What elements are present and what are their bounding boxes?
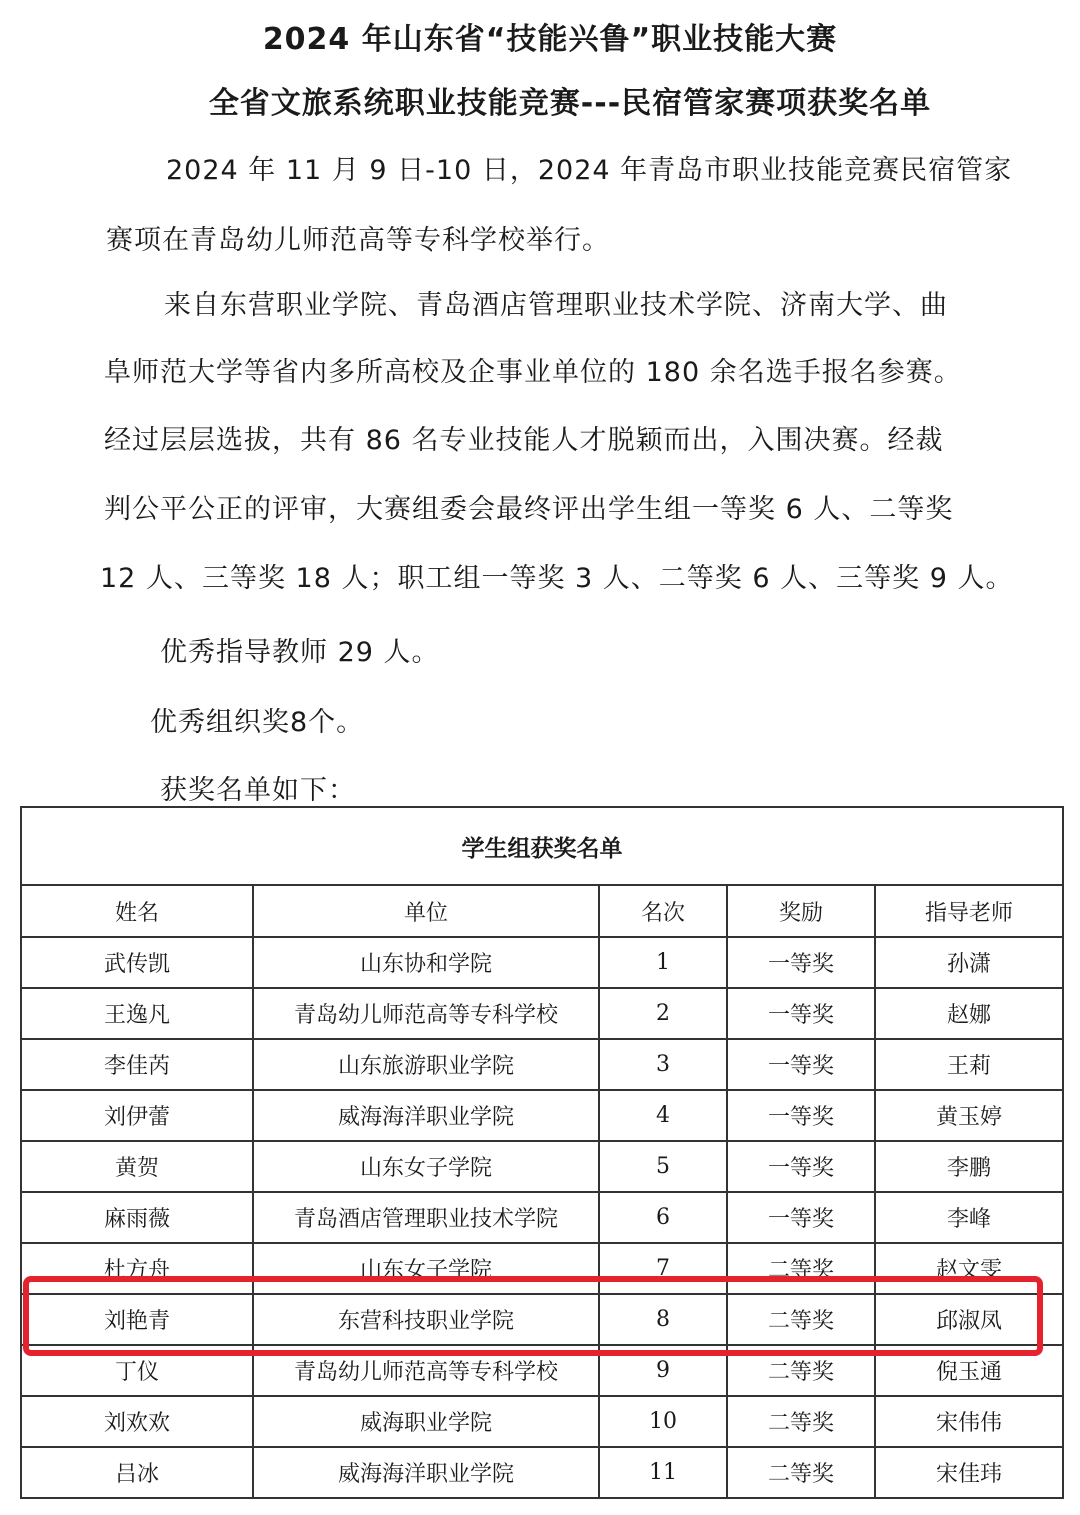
cell-instructor: 李鹏	[875, 1141, 1063, 1192]
table-caption-row	[21, 807, 1063, 885]
paragraph-line: 获奖名单如下：	[160, 775, 356, 806]
table-row	[21, 1345, 1063, 1396]
cell-instructor: 倪玉通	[875, 1345, 1063, 1396]
paragraph-line: 12 人、三等奖 18 人；职工组一等奖 3 人、二等奖 6 人、三等奖 9 人。	[100, 563, 1014, 594]
cell-name: 吕冰	[21, 1447, 253, 1498]
cell-unit: 威海职业学院	[253, 1396, 599, 1447]
cell-name: 刘伊蕾	[21, 1090, 253, 1141]
cell-rank: 3	[599, 1039, 727, 1090]
column-header-rank: 名次	[599, 885, 727, 937]
cell-instructor: 宋伟伟	[875, 1396, 1063, 1447]
table-row	[21, 1243, 1063, 1294]
cell-unit: 青岛幼儿师范高等专科学校	[253, 1345, 599, 1396]
cell-instructor: 宋佳玮	[875, 1447, 1063, 1498]
awards-table-container	[20, 806, 1062, 1496]
paragraph-line: 优秀组织奖8个。	[150, 707, 365, 738]
cell-unit: 山东女子学院	[253, 1243, 599, 1294]
cell-rank: 8	[599, 1294, 727, 1345]
cell-rank: 6	[599, 1192, 727, 1243]
cell-award: 二等奖	[727, 1447, 875, 1498]
paragraph-line: 赛项在青岛幼儿师范高等专科学校举行。	[106, 225, 610, 256]
cell-unit: 山东女子学院	[253, 1141, 599, 1192]
paragraph-line: 优秀指导教师 29 人。	[160, 637, 440, 668]
cell-award: 一等奖	[727, 1090, 875, 1141]
cell-award: 二等奖	[727, 1396, 875, 1447]
document-title-line2: 全省文旅系统职业技能竞赛---民宿管家赛项获奖名单	[208, 86, 932, 121]
cell-rank: 5	[599, 1141, 727, 1192]
column-header-award: 奖励	[727, 885, 875, 937]
column-header-name: 姓名	[21, 885, 253, 937]
table-caption: 学生组获奖名单	[21, 807, 1063, 885]
table-row	[21, 1396, 1063, 1447]
table-row	[21, 1192, 1063, 1243]
table-row	[21, 1294, 1063, 1345]
awards-table	[20, 806, 1064, 1499]
cell-rank: 10	[599, 1396, 727, 1447]
cell-name: 麻雨薇	[21, 1192, 253, 1243]
cell-rank: 4	[599, 1090, 727, 1141]
cell-name: 杜方舟	[21, 1243, 253, 1294]
cell-award: 一等奖	[727, 1039, 875, 1090]
cell-unit: 东营科技职业学院	[253, 1294, 599, 1345]
table-row	[21, 988, 1063, 1039]
cell-instructor: 黄玉婷	[875, 1090, 1063, 1141]
cell-unit: 山东旅游职业学院	[253, 1039, 599, 1090]
cell-unit: 威海海洋职业学院	[253, 1090, 599, 1141]
cell-name: 刘欢欢	[21, 1396, 253, 1447]
document-title-line1: 2024 年山东省“技能兴鲁”职业技能大赛	[262, 22, 838, 57]
cell-unit: 青岛幼儿师范高等专科学校	[253, 988, 599, 1039]
cell-award: 一等奖	[727, 988, 875, 1039]
cell-instructor: 孙潇	[875, 937, 1063, 988]
cell-unit: 山东协和学院	[253, 937, 599, 988]
cell-instructor: 赵娜	[875, 988, 1063, 1039]
cell-name: 李佳芮	[21, 1039, 253, 1090]
cell-award: 一等奖	[727, 1141, 875, 1192]
cell-instructor: 赵文雯	[875, 1243, 1063, 1294]
cell-instructor: 邱淑凤	[875, 1294, 1063, 1345]
cell-rank: 7	[599, 1243, 727, 1294]
cell-name: 丁仪	[21, 1345, 253, 1396]
cell-instructor: 王莉	[875, 1039, 1063, 1090]
cell-rank: 1	[599, 937, 727, 988]
cell-rank: 11	[599, 1447, 727, 1498]
cell-award: 一等奖	[727, 937, 875, 988]
table-row	[21, 1447, 1063, 1498]
cell-name: 刘艳青	[21, 1294, 253, 1345]
cell-name: 黄贺	[21, 1141, 253, 1192]
table-row	[21, 1039, 1063, 1090]
cell-award: 二等奖	[727, 1243, 875, 1294]
cell-award: 二等奖	[727, 1294, 875, 1345]
paragraph-line: 阜师范大学等省内多所高校及企事业单位的 180 余名选手报名参赛。	[104, 357, 962, 388]
table-row	[21, 1141, 1063, 1192]
table-row	[21, 1090, 1063, 1141]
column-header-instructor: 指导老师	[875, 885, 1063, 937]
cell-rank: 2	[599, 988, 727, 1039]
cell-award: 二等奖	[727, 1345, 875, 1396]
table-body	[21, 937, 1063, 1498]
cell-award: 一等奖	[727, 1192, 875, 1243]
paragraph-line: 经过层层选拔，共有 86 名专业技能人才脱颖而出，入围决赛。经裁	[104, 425, 944, 456]
cell-name: 王逸凡	[21, 988, 253, 1039]
cell-instructor: 李峰	[875, 1192, 1063, 1243]
cell-unit: 青岛酒店管理职业技术学院	[253, 1192, 599, 1243]
paragraph-line: 来自东营职业学院、青岛酒店管理职业技术学院、济南大学、曲	[164, 290, 948, 321]
column-header-unit: 单位	[253, 885, 599, 937]
cell-name: 武传凯	[21, 937, 253, 988]
table-row	[21, 937, 1063, 988]
cell-unit: 威海海洋职业学院	[253, 1447, 599, 1498]
table-header-row	[21, 885, 1063, 937]
paragraph-line: 判公平公正的评审，大赛组委会最终评出学生组一等奖 6 人、二等奖	[104, 494, 954, 525]
cell-rank: 9	[599, 1345, 727, 1396]
paragraph-line: 2024 年 11 月 9 日-10 日，2024 年青岛市职业技能竞赛民宿管家	[166, 155, 1013, 186]
